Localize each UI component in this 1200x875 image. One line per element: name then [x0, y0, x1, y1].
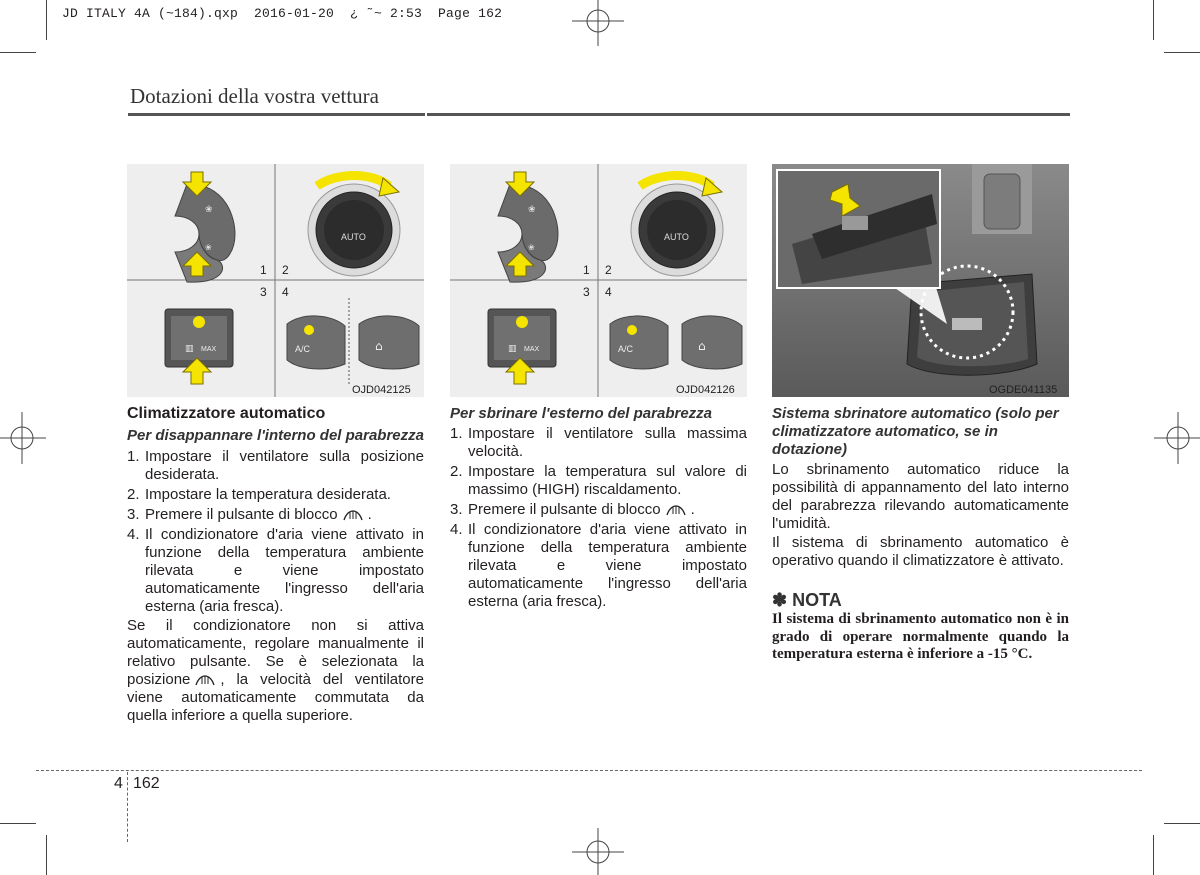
recirculation-button	[359, 316, 419, 369]
svg-text:❀: ❀	[528, 243, 535, 252]
figure-code-1: OJD042125	[352, 384, 411, 396]
column-2	[450, 405, 747, 611]
registration-mark-left	[0, 408, 46, 468]
fig1-label-4: 4	[282, 285, 289, 299]
title-rule	[128, 113, 1070, 116]
svg-text:⌂: ⌂	[375, 339, 383, 353]
list-item: 4. Il condizionatore d'aria viene attivato in funzione della temperatura ambiente rilevata e viene impostato automaticamente l'ingresso dell'aria esterna (aria fresca).	[127, 526, 424, 615]
list-item: 3. Premere il pulsante di blocco .	[127, 506, 372, 523]
registration-mark-top	[568, 0, 628, 46]
figure-defrost-exterior	[450, 164, 747, 397]
column-1	[127, 405, 424, 725]
list-item: 1. Impostare il ventilatore sulla massima velocità.	[450, 425, 747, 460]
temperature-knob	[631, 184, 723, 276]
subheading-auto-defog: Sistema sbrinatore automatico (solo per climatizzatore automatico, se in dotazione)	[772, 405, 1059, 458]
footer-rule	[36, 770, 1142, 771]
list-item: 4. Il condizionatore d'aria viene attivato in funzione della temperatura ambiente rilevata e viene impostato automaticamente l'ingresso dell'aria esterna (aria fresca).	[450, 521, 747, 610]
figure-code-2: OJD042126	[676, 384, 735, 396]
subheading-defrost-exterior: Per sbrinare l'esterno del parabrezza	[450, 405, 713, 422]
figure-auto-defog-sensor	[772, 164, 1069, 397]
svg-text:▥: ▥	[185, 344, 194, 354]
heading-climatizzatore: Climatizzatore automatico	[127, 405, 326, 422]
section-title: Dotazioni della vostra vettura	[130, 84, 379, 108]
svg-text:⌂: ⌂	[698, 339, 706, 353]
column-3	[772, 405, 1069, 664]
fig2-label-1: 1	[583, 263, 590, 277]
ac-button	[610, 316, 668, 369]
max-defrost-button	[488, 309, 556, 367]
svg-text:A/C: A/C	[295, 344, 311, 354]
nota-heading: ✽ NOTA	[772, 590, 842, 610]
temperature-knob	[308, 184, 400, 276]
defrost-icon	[194, 671, 216, 687]
svg-text:▥: ▥	[508, 344, 517, 354]
footer-divider	[127, 772, 128, 842]
svg-text:MAX: MAX	[201, 346, 217, 353]
fig1-label-2: 2	[282, 263, 289, 277]
knob-auto-label: AUTO	[341, 232, 366, 242]
svg-text:❀: ❀	[205, 205, 213, 215]
paragraph: Il sistema di sbrinamento automatico è operativo quando il climatizzatore è attivato.	[772, 534, 1069, 569]
svg-text:A/C: A/C	[618, 344, 634, 354]
max-defrost-button	[165, 309, 233, 367]
defrost-icon	[342, 506, 364, 522]
ac-button	[287, 316, 345, 369]
fig2-label-3: 3	[583, 285, 590, 299]
fig1-label-3: 3	[260, 285, 267, 299]
svg-text:❀: ❀	[528, 205, 536, 215]
svg-text:❀: ❀	[205, 243, 212, 252]
recirculation-button	[682, 316, 742, 369]
defrost-icon	[665, 501, 687, 517]
subheading-defog-interior: Per disappannare l'interno del parabrezza	[127, 427, 424, 444]
registration-mark-bottom	[568, 828, 628, 875]
figure-defog-interior	[127, 164, 424, 397]
figure-code-3: OGDE041135	[989, 384, 1058, 396]
nota-icon: ✽	[772, 590, 788, 610]
fig2-label-2: 2	[605, 263, 612, 277]
list-item: 1. Impostare il ventilatore sulla posizione desiderata.	[127, 448, 424, 483]
print-header: JD ITALY 4A (~184).qxp 2016-01-20 ¿ ˜~ 2:53 Page 162	[62, 6, 503, 21]
page-number: 162	[133, 775, 160, 792]
list-item: 2. Impostare la temperatura desiderata.	[127, 486, 391, 503]
paragraph: Se il condizionatore non si attiva automaticamente, regolare manualmente il relativo pulsante. Se è selezionata la posizione , la velocità del ventilatore viene automaticamente commutata da quella inferiore a quella superiore.	[127, 617, 424, 724]
list-item: 3. Premere il pulsante di blocco .	[450, 501, 695, 518]
fig1-label-1: 1	[260, 263, 267, 277]
svg-text:MAX: MAX	[524, 346, 540, 353]
nota-text: Il sistema di sbrinamento automatico non è in grado di operare normalmente quando la temperatura esterna è inferiore a -15 °C.	[772, 611, 1069, 662]
knob-auto-label: AUTO	[664, 232, 689, 242]
chapter-number: 4	[114, 775, 123, 792]
registration-mark-right	[1154, 408, 1200, 468]
list-item: 2. Impostare la temperatura sul valore di massimo (HIGH) riscaldamento.	[450, 463, 747, 498]
fig2-label-4: 4	[605, 285, 612, 299]
paragraph: Lo sbrinamento automatico riduce la possibilità di appannamento del lato interno del parabrezza rilevando automaticamente l'umidità.	[772, 461, 1069, 532]
